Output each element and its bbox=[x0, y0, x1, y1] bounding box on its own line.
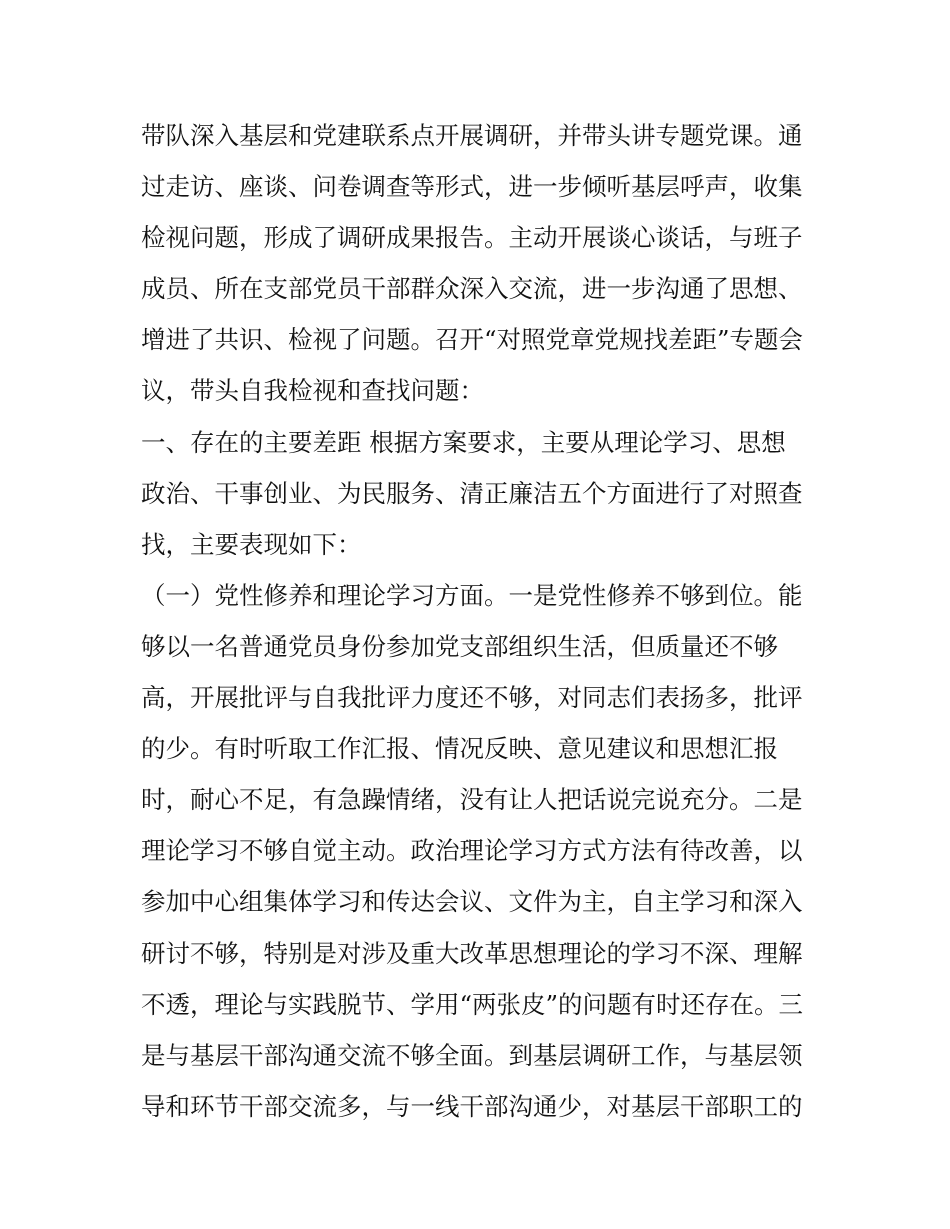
text-line: 增进了共识、检视了问题。召开“对照党章党规找差距”专题会 bbox=[141, 325, 804, 355]
text-line: 的少。有时听取工作汇报、情况反映、意见建议和思想汇报 bbox=[141, 734, 778, 764]
text-line: 带队深入基层和党建联系点开展调研，并带头讲专题党课。通 bbox=[141, 121, 803, 150]
document-body bbox=[141, 110, 821, 1132]
text-line: 过走访、座谈、问卷调查等形式，进一步倾听基层呼声，收集 bbox=[141, 172, 803, 202]
subsection-heading-line: （一）党性修养和理论学习方面。一是党性修养不够到位。能 bbox=[141, 580, 803, 610]
text-line: 议，带头自我检视和查找问题： bbox=[141, 376, 484, 406]
text-line: 政治、干事创业、为民服务、清正廉洁五个方面进行了对照查 bbox=[141, 478, 803, 508]
text-line: 够以一名普通党员身份参加党支部组织生活，但质量还不够 bbox=[141, 631, 778, 661]
text-line: 是与基层干部沟通交流不够全面。到基层调研工作，与基层领 bbox=[141, 1040, 803, 1070]
text-line: 高，开展批评与自我批评力度还不够，对同志们表扬多，批评 bbox=[141, 683, 803, 713]
text-line: 导和环节干部交流多，与一线干部沟通少，对基层干部职工的 bbox=[141, 1091, 803, 1121]
text-line: 时，耐心不足，有急躁情绪，没有让人把话说完说充分。二是 bbox=[141, 785, 803, 815]
text-line: 研讨不够，特别是对涉及重大改革思想理论的学习不深、理解 bbox=[141, 938, 803, 968]
text-line: 参加中心组集体学习和传达会议、文件为主，自主学习和深入 bbox=[141, 887, 803, 917]
section-heading-line: 一、存在的主要差距 根据方案要求，主要从理论学习、思想 bbox=[141, 427, 786, 457]
text-line: 理论学习不够自觉主动。政治理论学习方式方法有待改善，以 bbox=[141, 836, 803, 866]
text-line: 找，主要表现如下： bbox=[141, 529, 362, 559]
text-line: 成员、所在支部党员干部群众深入交流，进一步沟通了思想、 bbox=[141, 274, 803, 304]
text-line: 检视问题，形成了调研成果报告。主动开展谈心谈话，与班子 bbox=[141, 223, 803, 253]
text-line: 不透，理论与实践脱节、学用“两张皮”的问题有时还存在。三 bbox=[141, 989, 804, 1019]
